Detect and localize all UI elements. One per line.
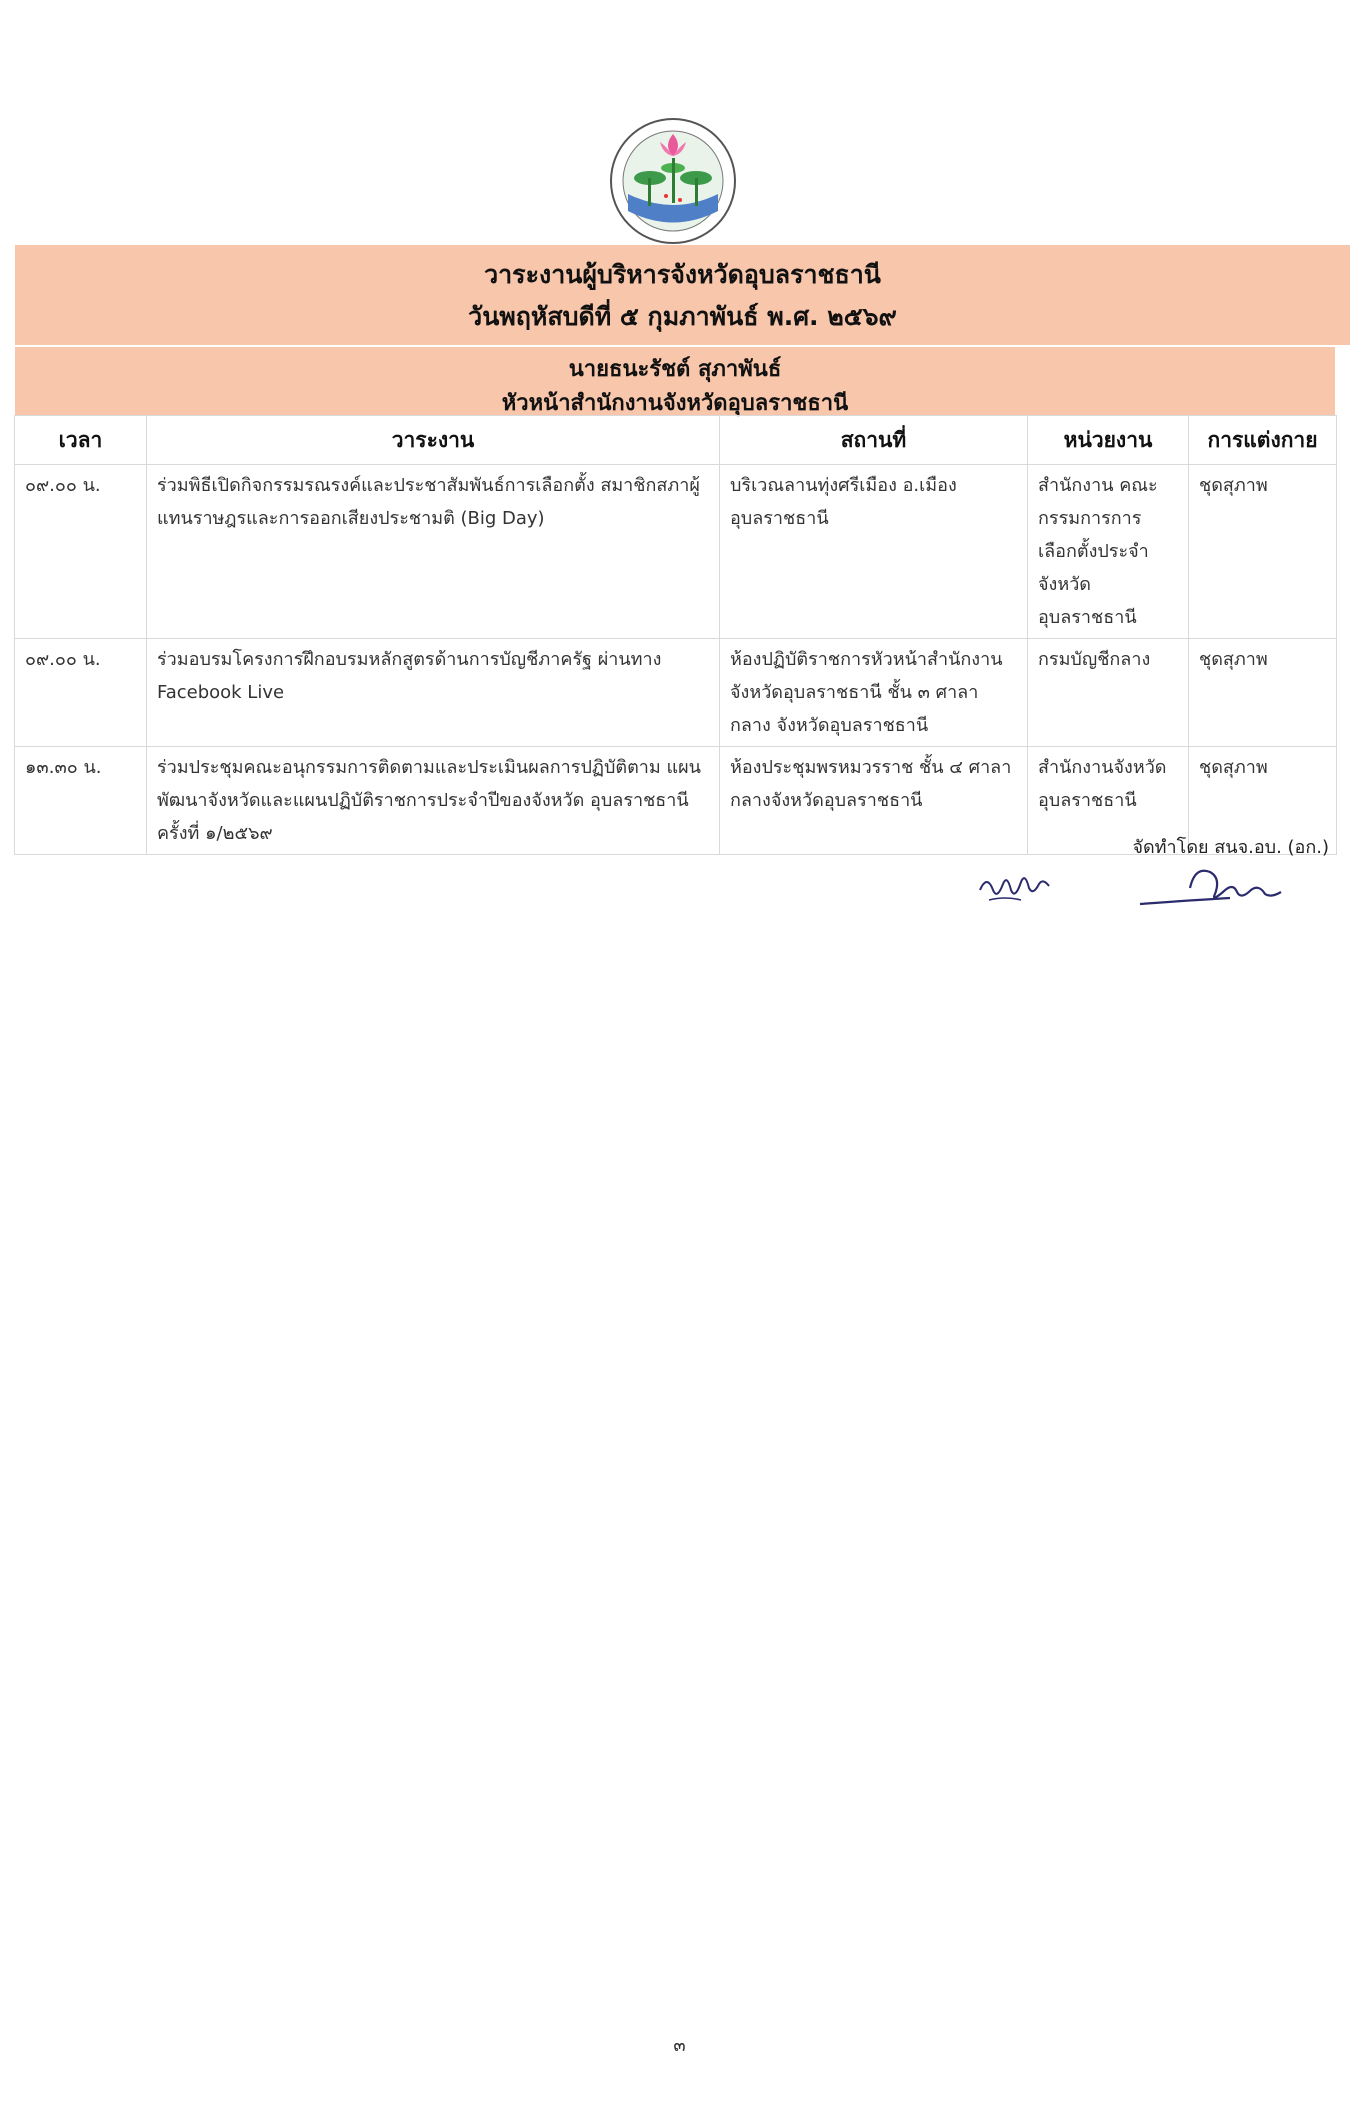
- signature-icon: [1135, 858, 1285, 912]
- page-number: ๓: [673, 2035, 686, 2056]
- cell-place: บริเวณลานทุ่งศรีเมือง อ.เมือง อุบลราชธานี: [720, 465, 1028, 639]
- cell-agenda: ร่วมอบรมโครงการฝึกอบรมหลักสูตรด้านการบัญชีภาครัฐ ผ่านทาง Facebook Live: [147, 639, 720, 747]
- initials-signature-icon: [975, 860, 1055, 910]
- cell-place: ห้องประชุมพรหมวรราช ชั้น ๔ ศาลากลางจังหวัดอุบลราชธานี: [720, 747, 1028, 855]
- agenda-date: วันพฤหัสบดีที่ ๕ กุมภาพันธ์ พ.ศ. ๒๕๖๙: [468, 302, 897, 331]
- table-row: [15, 639, 1337, 747]
- cell-agenda: ร่วมประชุมคณะอนุกรรมการติดตามและประเมินผลการปฏิบัติตาม แผนพัฒนาจังหวัดและแผนปฏิบัติราชการประจำปีของจังหวัด อุบลราชธานี ครั้งที่ ๑/๒๕๖๙: [147, 747, 720, 855]
- title-banner: [15, 245, 1350, 345]
- cell-time: ๐๙.๐๐ น.: [15, 465, 147, 639]
- table-row: [15, 465, 1337, 639]
- column-header-agenda: วาระงาน: [147, 416, 720, 465]
- cell-agency: กรมบัญชีกลาง: [1028, 639, 1189, 747]
- executive-position: หัวหน้าสำนักงานจังหวัดอุบลราชธานี: [501, 391, 849, 416]
- prepared-by-note: จัดทำโดย สนจ.อบ. (อก.): [1132, 837, 1329, 858]
- column-header-time: เวลา: [15, 416, 147, 465]
- cell-agenda: ร่วมพิธีเปิดกิจกรรมรณรงค์และประชาสัมพันธ์การเลือกตั้ง สมาชิกสภาผู้แทนราษฎรและการออกเสียงประชามติ (Big Day): [147, 465, 720, 639]
- column-header-dress: การแต่งกาย: [1189, 416, 1337, 465]
- cell-dress: ชุดสุภาพ: [1189, 747, 1337, 855]
- agenda-title: วาระงานผู้บริหารจังหวัดอุบลราชธานี: [484, 260, 881, 289]
- cell-time: ๑๓.๓๐ น.: [15, 747, 147, 855]
- agenda-table: [14, 415, 1337, 855]
- cell-dress: ชุดสุภาพ: [1189, 465, 1337, 639]
- cell-agency: สำนักงานจังหวัด อุบลราชธานี: [1028, 747, 1189, 855]
- cell-agency: สำนักงาน คณะกรรมการการ เลือกตั้งประจำ จังหวัด อุบลราชธานี: [1028, 465, 1189, 639]
- column-header-agency: หน่วยงาน: [1028, 416, 1189, 465]
- executive-banner: [15, 345, 1335, 415]
- executive-name: นายธนะรัชต์ สุภาพันธ์: [568, 357, 782, 382]
- province-seal-logo: [608, 116, 738, 246]
- cell-place: ห้องปฏิบัติราชการหัวหน้าสำนักงาน จังหวัดอุบลราชธานี ชั้น ๓ ศาลากลาง จังหวัดอุบลราชธานี: [720, 639, 1028, 747]
- cell-dress: ชุดสุภาพ: [1189, 639, 1337, 747]
- cell-time: ๐๙.๐๐ น.: [15, 639, 147, 747]
- column-header-place: สถานที่: [720, 416, 1028, 465]
- table-header-row: [15, 416, 1337, 465]
